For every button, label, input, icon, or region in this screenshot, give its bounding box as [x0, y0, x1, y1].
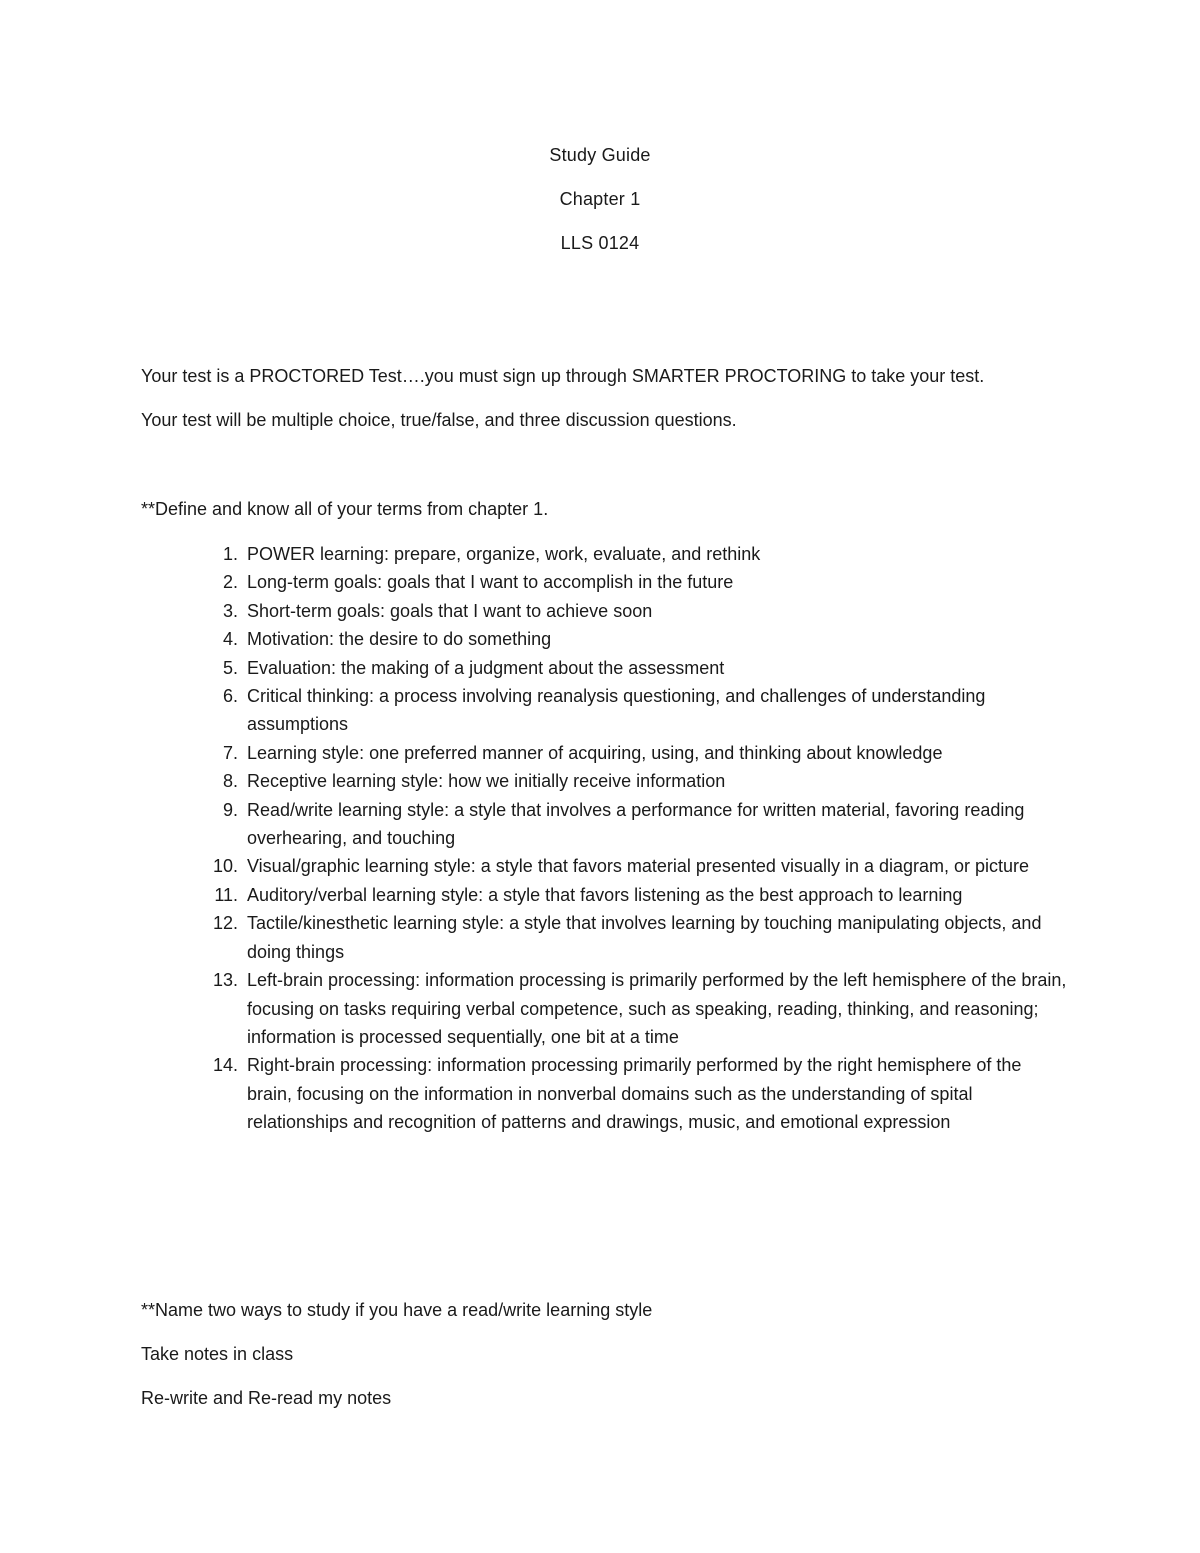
- item-text: Short-term goals: goals that I want to achieve soon: [247, 600, 653, 621]
- item-number: 1.: [222, 544, 238, 564]
- study-answer: Re-write and Re-read my notes: [141, 1388, 392, 1408]
- item-number: 12.: [212, 913, 238, 934]
- list-item: [141, 1051, 1101, 1136]
- list-item: [141, 966, 1101, 1051]
- list-item: [141, 852, 1101, 880]
- item-number: 6.: [222, 686, 238, 707]
- item-text: Visual/graphic learning style: a style that favors material presented visually in a diagram, or picture: [247, 856, 1030, 877]
- test-format-note: Your test will be multiple choice, true/false, and three discussion questions.: [141, 410, 737, 430]
- terms-prompt: **Define and know all of your terms from chapter 1.: [141, 499, 549, 519]
- item-text: Motivation: the desire to do something: [247, 629, 552, 650]
- list-item: [141, 909, 1101, 966]
- list-item: [141, 739, 1101, 767]
- list-item: [141, 597, 1101, 625]
- item-text: Receptive learning style: how we initially receive information: [247, 771, 726, 792]
- item-number: 4.: [222, 629, 238, 650]
- item-text: Evaluation: the making of a judgment about the assessment: [247, 657, 725, 678]
- item-text: Auditory/verbal learning style: a style that favors listening as the best approach to learning: [247, 884, 963, 905]
- item-text: Left-brain processing: information processing is primarily performed by the left hemisphere of the brain, focusing on tasks requiring verbal competence, such as speaking, reading, thinking, and reasoning; information is processed sequentially, one bit at a time: [247, 970, 1067, 1047]
- item-text: Critical thinking: a process involving reanalysis questioning, and challenges of understanding assumptions: [247, 686, 986, 735]
- list-item: [141, 625, 1101, 653]
- item-number: 7.: [222, 742, 238, 763]
- item-number: 8.: [222, 771, 238, 792]
- document-title: Study Guide: [549, 145, 651, 165]
- chapter-label: Chapter 1: [559, 189, 641, 209]
- list-item: [141, 682, 1101, 739]
- item-number: 3.: [222, 600, 238, 621]
- study-answer: Take notes in class: [141, 1344, 294, 1364]
- item-number: 5.: [222, 657, 238, 678]
- item-text: Tactile/kinesthetic learning style: a style that involves learning by touching manipulating objects, and doing things: [247, 913, 1042, 962]
- proctored-note: Your test is a PROCTORED Test….you must sign up through SMARTER PROCTORING to take your test.: [141, 366, 985, 386]
- item-text: Right-brain processing: information processing primarily performed by the right hemisphere of the brain, focusing on the information in nonverbal domains such as the understanding of spital relationships and recognition of patterns and drawings, music, and emotional expression: [247, 1055, 1022, 1133]
- item-number: 13.: [212, 970, 238, 991]
- item-number: 11.: [214, 884, 238, 905]
- item-text: Learning style: one preferred manner of acquiring, using, and thinking about knowledge: [247, 742, 943, 763]
- list-item: [141, 540, 1101, 568]
- list-item: [141, 767, 1101, 795]
- list-item: [141, 568, 1101, 596]
- study-prompt: **Name two ways to study if you have a read/write learning style: [141, 1300, 653, 1320]
- item-text: Long-term goals: goals that I want to accomplish in the future: [247, 572, 734, 593]
- item-number: 2.: [222, 572, 238, 593]
- item-text: Read/write learning style: a style that involves a performance for written material, favoring reading overhearing, and touching: [247, 799, 1025, 849]
- list-item: [141, 881, 1101, 909]
- item-number: 10.: [212, 856, 238, 877]
- list-item: [141, 796, 1101, 853]
- item-text: POWER learning: prepare, organize, work, evaluate, and rethink: [247, 544, 761, 564]
- item-number: 9.: [222, 799, 238, 820]
- list-item: [141, 654, 1101, 682]
- item-number: 14.: [212, 1055, 238, 1076]
- course-code: LLS 0124: [560, 233, 640, 253]
- terms-list: [141, 540, 1101, 1137]
